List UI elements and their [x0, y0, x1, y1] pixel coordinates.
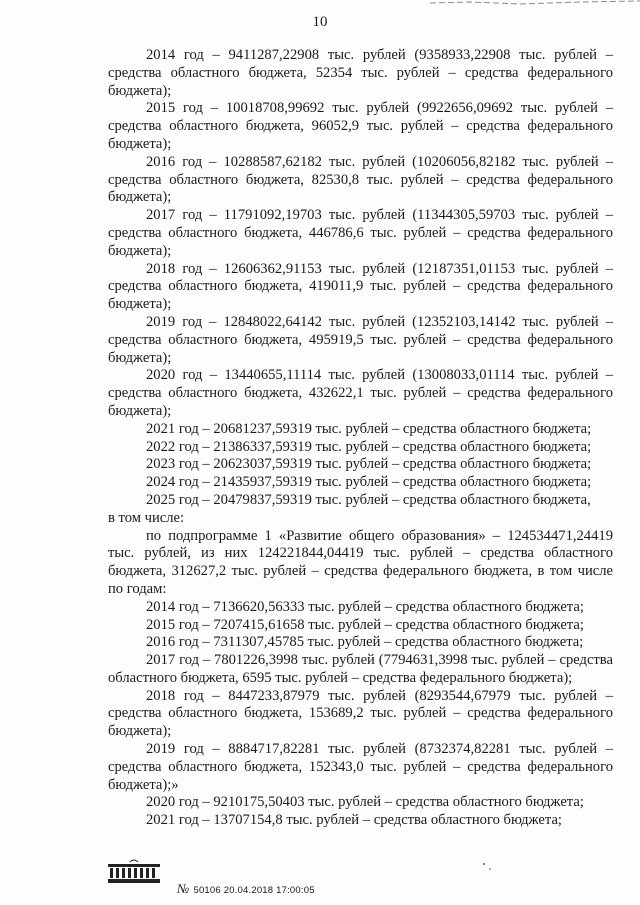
paragraph: 2019 год – 12848022,64142 тыс. рублей (12352103,14142 тыс. рублей – средства областного бюджета, 495919,5 тыс. рублей – средства федерального бюджета);	[108, 313, 613, 366]
paragraph: 2020 год – 9210175,50403 тыс. рублей – средства областного бюджета;	[146, 794, 584, 811]
paragraph: 2016 год – 10288587,62182 тыс. рублей (10206056,82182 тыс. рублей – средства областного бюджета, 82530,8 тыс. рублей – средства федерального бюджета);	[108, 153, 613, 206]
stamp-text: 50106 20.04.2018 17:00:05	[193, 885, 315, 896]
document-body	[108, 47, 613, 830]
paragraph: 2015 год – 10018708,99692 тыс. рублей (9922656,09692 тыс. рублей – средства областного бюджета, 96052,9 тыс. рублей – средства федерального бюджета);	[108, 100, 613, 152]
scan-edge-artifact	[430, 0, 640, 6]
registry-logo	[106, 858, 162, 884]
paragraph: 2023 год – 20623037,59319 тыс. рублей – средства областного бюджета;	[146, 456, 592, 473]
paragraph: 2017 год – 7801226,3998 тыс. рублей (7794631,3998 тыс. рублей – средства областного бюджета, 6595 тыс. рублей – средства федерального бюджета);	[108, 652, 613, 686]
paragraph: 2017 год – 11791092,19703 тыс. рублей (11344305,59703 тыс. рублей – средства областного бюджета, 446786,6 тыс. рублей – средства федерального бюджета);	[108, 207, 613, 259]
paragraph: 2016 год – 7311307,45785 тыс. рублей – средства областного бюджета;	[146, 634, 584, 651]
paragraph: 2015 год – 7207415,61658 тыс. рублей – средства областного бюджета;	[146, 616, 584, 633]
paragraph: 2021 год – 13707154,8 тыс. рублей – средства областного бюджета;	[146, 812, 562, 829]
ink-speck	[480, 860, 510, 880]
paragraph: 2014 год – 9411287,22908 тыс. рублей (9358933,22908 тыс. рублей – средства областного бюджета, 52354 тыс. рублей – средства федерального бюджета);	[108, 47, 613, 99]
paragraph: 2021 год – 20681237,59319 тыс. рублей – средства областного бюджета;	[146, 420, 592, 437]
paragraph: 2014 год – 7136620,56333 тыс. рублей – средства областного бюджета;	[146, 598, 584, 615]
paragraph: 2025 год – 20479837,59319 тыс. рублей – средства областного бюджета,	[146, 491, 591, 508]
paragraph: 2024 год – 21435937,59319 тыс. рублей – средства областного бюджета;	[146, 474, 592, 491]
paragraph: в том числе:	[108, 509, 185, 526]
paragraph: 2022 год – 21386337,59319 тыс. рублей – средства областного бюджета;	[146, 438, 592, 455]
page-number: 10	[312, 14, 328, 30]
stamp-mark: №	[177, 881, 190, 896]
paragraph: 2018 год – 8447233,87979 тыс. рублей (8293544,67979 тыс. рублей – средства областного бюджета, 153689,2 тыс. рублей – средства федерального бюджета);	[108, 687, 613, 740]
paragraph: по подпрограмме 1 «Развитие общего образования» – 124534471,24419 тыс. рублей, из них 124221844,04419 тыс. рублей – средства областного бюджета, 312627,2 тыс. рублей – средства федерального бюджета, в том числе по годам:	[108, 527, 613, 597]
registration-stamp	[177, 881, 315, 897]
paragraph: 2019 год – 8884717,82281 тыс. рублей (8732374,82281 тыс. рублей – средства областного бюджета, 152343,0 тыс. рублей – средства федерального бюджета);»	[108, 741, 613, 793]
paragraph: 2020 год – 13440655,11114 тыс. рублей (13008033,01114 тыс. рублей – средства областного бюджета, 432622,1 тыс. рублей – средства федерального бюджета);	[108, 367, 613, 419]
paragraph: 2018 год – 12606362,91153 тыс. рублей (12187351,01153 тыс. рублей – средства областного бюджета, 419011,9 тыс. рублей – средства федерального бюджета);	[108, 260, 613, 313]
